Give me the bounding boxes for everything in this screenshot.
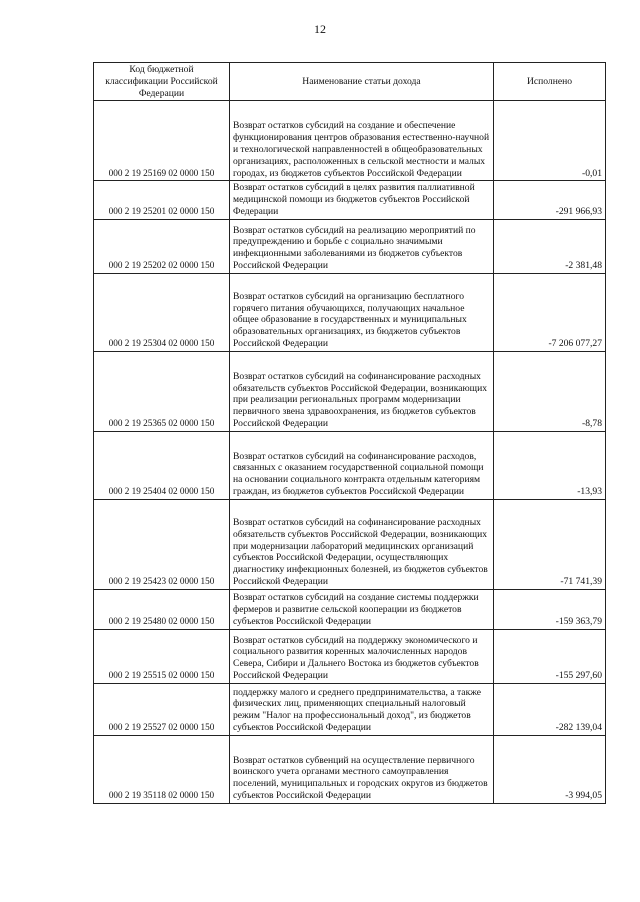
budget-code: 000 2 19 25202 02 0000 150	[94, 219, 230, 273]
header-code: Код бюджетной классификации Российской Федерации	[94, 63, 230, 101]
table-row	[94, 101, 606, 181]
table-header-row	[94, 63, 606, 101]
table-row	[94, 735, 606, 803]
income-item-name: Возврат остатков субсидий на организацию бесплатного горячего питания обучающихся, получающих начальное общее образование в государственных и муниципальных образовательных организациях, из бюджетов субъектов Российской Федерации	[230, 273, 494, 351]
executed-amount: -71 741,39	[494, 499, 606, 589]
executed-amount: -0,01	[494, 101, 606, 181]
header-executed: Исполнено	[494, 63, 606, 101]
header-name: Наименование статьи дохода	[230, 63, 494, 101]
budget-code: 000 2 19 25169 02 0000 150	[94, 101, 230, 181]
executed-amount: -13,93	[494, 431, 606, 499]
table-row	[94, 351, 606, 431]
income-item-name: Возврат остатков субсидий на создание и обеспечение функционирования центров образования естественно-научной и технологической направленностей в общеобразовательных организациях, расположенных в сельской местности и малых городах, из бюджетов субъектов Российской Федерации	[230, 101, 494, 181]
executed-amount: -155 297,60	[494, 629, 606, 683]
budget-code: 000 2 19 25201 02 0000 150	[94, 181, 230, 219]
table-row	[94, 431, 606, 499]
budget-code: 000 2 19 25365 02 0000 150	[94, 351, 230, 431]
budget-code: 000 2 19 25527 02 0000 150	[94, 683, 230, 735]
table-row	[94, 589, 606, 629]
budget-income-table	[93, 62, 606, 804]
income-item-name: Возврат остатков субсидий на софинансирование расходов, связанных с оказанием государственной социальной помощи на основании социального контракта отдельным категориям граждан, из бюджетов субъектов Российской Федерации	[230, 431, 494, 499]
income-item-name: Возврат остатков субсидий на реализацию мероприятий по предупреждению и борьбе с социально значимыми инфекционными заболеваниями из бюджетов субъектов Российской Федерации	[230, 219, 494, 273]
executed-amount: -291 966,93	[494, 181, 606, 219]
executed-amount: -3 994,05	[494, 735, 606, 803]
income-item-name: Возврат остатков субсидий на создание системы поддержки фермеров и развитие сельской кооперации из бюджетов субъектов Российской Федерации	[230, 589, 494, 629]
budget-code: 000 2 19 25423 02 0000 150	[94, 499, 230, 589]
executed-amount: -282 139,04	[494, 683, 606, 735]
budget-code: 000 2 19 25480 02 0000 150	[94, 589, 230, 629]
executed-amount: -7 206 077,27	[494, 273, 606, 351]
budget-code: 000 2 19 25304 02 0000 150	[94, 273, 230, 351]
table-row	[94, 683, 606, 735]
income-item-name: Возврат остатков субсидий на поддержку экономического и социального развития коренных малочисленных народов Севера, Сибири и Дальнего Востока из бюджетов субъектов Российской Федерации	[230, 629, 494, 683]
table-row	[94, 499, 606, 589]
budget-code: 000 2 19 25404 02 0000 150	[94, 431, 230, 499]
executed-amount: -8,78	[494, 351, 606, 431]
table-row	[94, 629, 606, 683]
page-number: 12	[314, 22, 326, 36]
budget-code: 000 2 19 25515 02 0000 150	[94, 629, 230, 683]
income-item-name: Возврат остатков субсидий на софинансирование расходных обязательств субъектов Российской Федерации, возникающих при реализации региональных программ модернизации первичного звена здравоохранения, из бюджетов субъектов Российской Федерации	[230, 351, 494, 431]
executed-amount: -2 381,48	[494, 219, 606, 273]
income-item-name: Возврат остатков субвенций на осуществление первичного воинского учета органами местного самоуправления поселений, муниципальных и городских округов из бюджетов субъектов Российской Федерации	[230, 735, 494, 803]
budget-code: 000 2 19 35118 02 0000 150	[94, 735, 230, 803]
income-item-name: Возврат остатков субсидий на софинансирование расходных обязательств субъектов Российской Федерации, возникающих при модернизации лабораторий медицинских организаций субъектов Российской Федерации, осуществляющих диагностику инфекционных болезней, из бюджетов субъектов Российской Федерации	[230, 499, 494, 589]
income-item-name: поддержку малого и среднего предпринимательства, а также физических лиц, применяющих специальный налоговый режим "Налог на профессиональный доход", из бюджетов субъектов Российской Федерации	[230, 683, 494, 735]
executed-amount: -159 363,79	[494, 589, 606, 629]
income-item-name: Возврат остатков субсидий в целях развития паллиативной медицинской помощи из бюджетов субъектов Российской Федерации	[230, 181, 494, 219]
table-row	[94, 181, 606, 219]
table-row	[94, 219, 606, 273]
table-row	[94, 273, 606, 351]
